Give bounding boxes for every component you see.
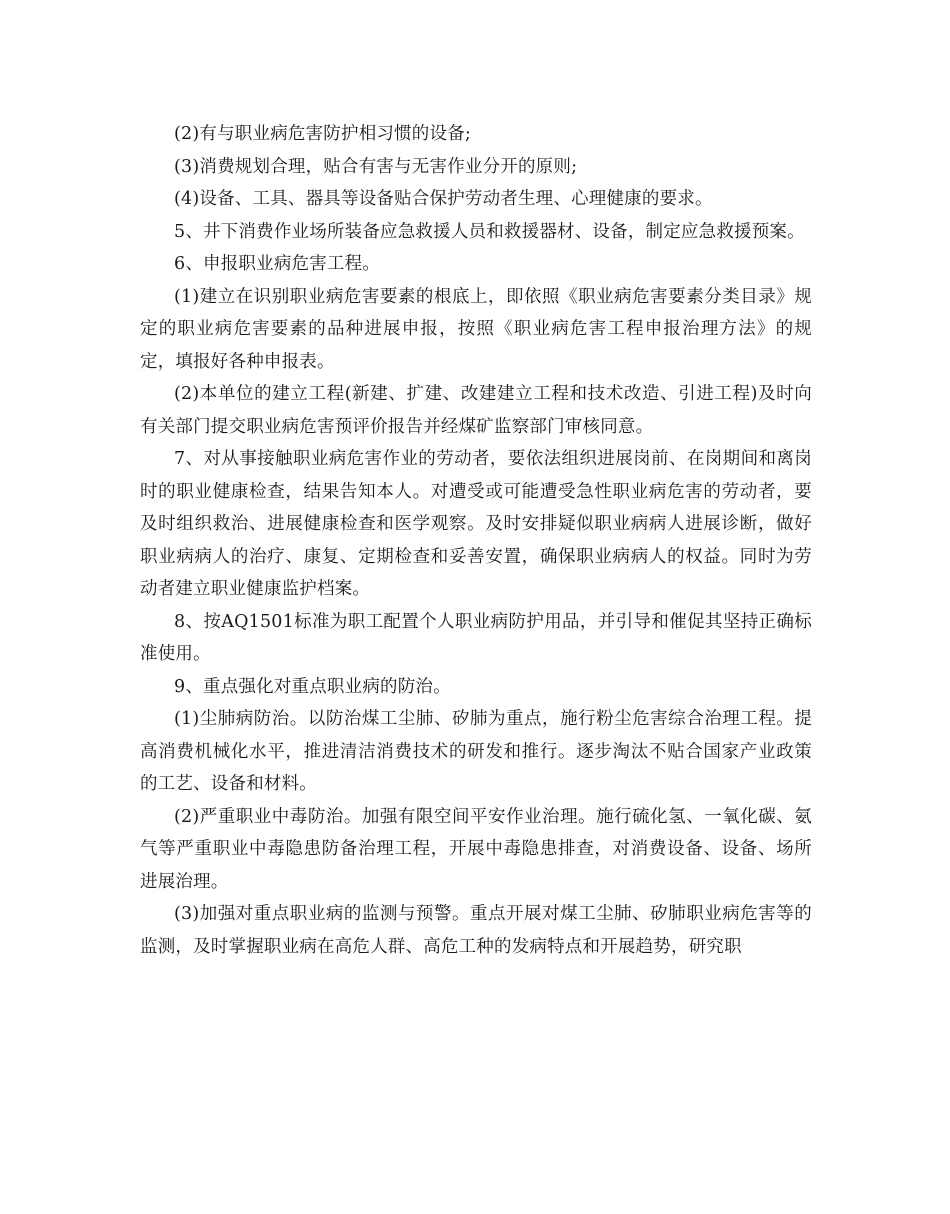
paragraph: (3)消费规划合理，贴合有害与无害作业分开的原则; xyxy=(174,156,578,177)
document-body xyxy=(140,118,812,963)
paragraph: (2)本单位的建立工程(新建、扩建、改建建立工程和技术改造、引进工程)及时向有关部门提交职业病危害预评价报告并经煤矿监察部门审核同意。 xyxy=(140,384,812,437)
paragraph: (4)设备、工具、器具等设备贴合保护劳动者生理、心理健康的要求。 xyxy=(174,189,713,209)
paragraph: (3)加强对重点职业病的监测与预警。重点开展对煤工尘肺、矽肺职业病危害等的监测，及时掌握职业病在高危人群、高危工种的发病特点和开展趋势，研究职 xyxy=(140,904,812,957)
paragraph: 6、申报职业病危害工程。 xyxy=(174,254,381,274)
paragraph: (1)尘肺病防治。以防治煤工尘肺、矽肺为重点，施行粉尘危害综合治理工程。提高消费机械化水平，推进清洁消费技术的研发和推行。逐步淘汰不贴合国家产业政策的工艺、设备和材料。 xyxy=(140,709,812,794)
paragraph: (1)建立在识别职业病危害要素的根底上，即依照《职业病危害要素分类目录》规定的职业病危害要素的品种进展申报，按照《职业病危害工程申报治理方法》的规定，填报好各种申报表。 xyxy=(140,286,812,372)
paragraph: 8、按AQ1501标准为职工配置个人职业病防护用品，并引导和催促其坚持正确标准使用。 xyxy=(140,611,812,664)
paragraph: 5、井下消费作业场所装备应急救援人员和救援器材、设备，制定应急救援预案。 xyxy=(174,221,805,242)
paragraph: (2)严重职业中毒防治。加强有限空间平安作业治理。施行硫化氢、一氧化碳、氨气等严重职业中毒隐患防备治理工程，开展中毒隐患排查，对消费设备、设备、场所进展治理。 xyxy=(140,806,812,892)
paragraph: (2)有与职业病危害防护相习惯的设备; xyxy=(174,124,471,144)
paragraph: 7、对从事接触职业病危害作业的劳动者，要依法组织进展岗前、在岗期间和离岗时的职业健康检查，结果告知本人。对遭受或可能遭受急性职业病危害的劳动者，要及时组织救治、进展健康检查和医学观察。及时安排疑似职业病病人进展诊断，做好职业病病人的治疗、康复、定期检查和妥善安置，确保职业病病人的权益。同时为劳动者建立职业健康监护档案。 xyxy=(140,449,812,599)
paragraph: 9、重点强化对重点职业病的防治。 xyxy=(174,676,451,697)
